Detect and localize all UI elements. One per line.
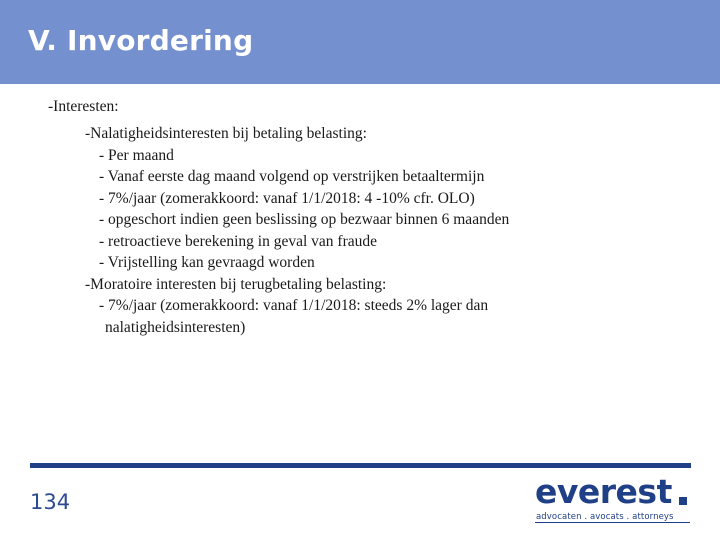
body-line: - Vrijstelling kan gevraagd worden — [99, 254, 315, 271]
body-line: nalatigheidsinteresten) — [105, 319, 246, 336]
slide-title: V. Invordering — [28, 24, 254, 57]
footer-rule — [30, 463, 691, 468]
logo-underline — [535, 522, 690, 523]
body-line: - 7%/jaar (zomerakkoord: vanaf 1/1/2018: 4 -10% cfr. OLO) — [99, 190, 475, 207]
body-line: - 7%/jaar (zomerakkoord: vanaf 1/1/2018: steeds 2% lager dan — [99, 297, 489, 314]
title-bar — [0, 0, 720, 84]
body-line: -Nalatigheidsinteresten bij betaling belasting: — [85, 125, 367, 142]
body-line: -Moratoire interesten bij terugbetaling belasting: — [85, 276, 387, 293]
body-line: - Vanaf eerste dag maand volgend op verstrijken betaaltermijn — [99, 168, 485, 185]
body-line: -Interesten: — [48, 98, 119, 115]
body-line: - Per maand — [99, 147, 174, 164]
body-line: - retroactieve berekening in geval van fraude — [99, 233, 377, 250]
page-number: 134 — [30, 490, 71, 514]
body-line: - opgeschort indien geen beslissing op bezwaar binnen 6 maanden — [99, 211, 510, 228]
everest-logo — [535, 472, 695, 524]
logo-wordmark: everest — [535, 472, 672, 511]
logo-square-icon — [679, 497, 687, 505]
logo-tagline: advocaten . avocats . attorneys — [536, 512, 674, 522]
